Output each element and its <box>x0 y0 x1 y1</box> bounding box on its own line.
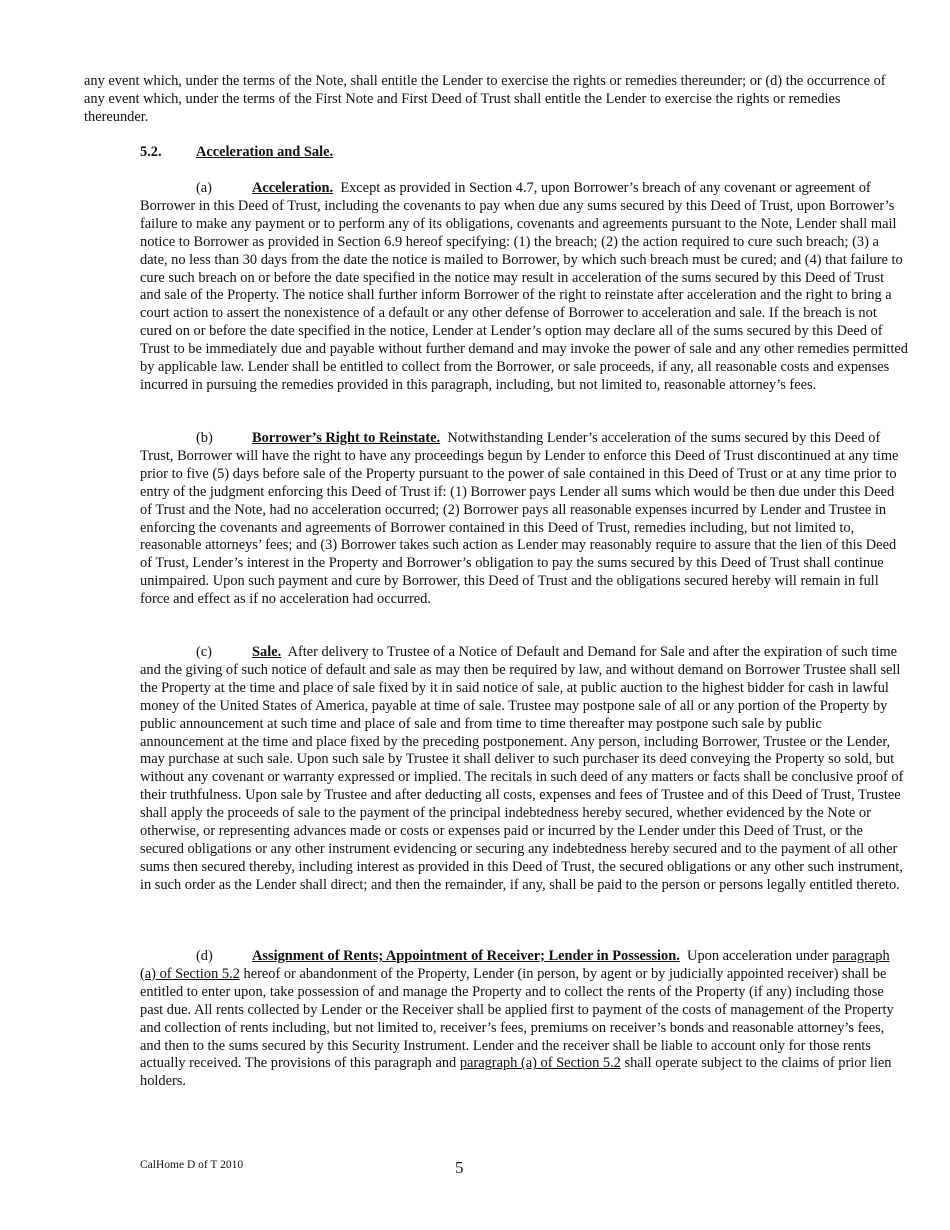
subsection-a-label: (a) <box>196 180 212 196</box>
subsection-d-text-1: Upon acceleration under <box>687 948 829 964</box>
subsection-a-title: Acceleration. <box>252 180 334 196</box>
subsection-d-text-3: shall operate subject to the claims of prior lien holders. <box>140 1055 892 1090</box>
subsection-a <box>140 180 908 395</box>
subsection-c-text: After delivery to Trustee of a Notice of Default and Demand for Sale and after the expiration of such time and the giving of such notice of default and sale as may then be required by law, and without demand on Borrower Trustee shall sell the Property at the time and place of sale fixed by it in said notice of sale, at public auction to the highest bidder for cash in lawful money of the United States of America, payable at time of sale. Trustee may postpone sale of all or any portion of the Property by public announcement at such time and place of sale and from time to time thereafter may postpone such sale by public announcement at the time and place fixed by the preceding postponement. Any person, including Borrower, Trustee or the Lender, may purchase at such sale. Upon such sale by Trustee it shall deliver to such purchaser its deed conveying the Property so sold, but without any covenant or warranty expressed or implied. The recitals in such deed of any matters or facts shall be conclusive proof of their truthfulness. Upon sale by Trustee and after deducting all costs, expenses and fees of Trustee and of this Deed of Trust, Trustee shall apply the proceeds of sale to the payment of the principal indebtedness hereby secured, whether evidenced by the Note or otherwise, or representing advances made or costs or expenses paid or incurred by the Lender under this Deed of Trust, or the secured obligations or any other instrument evidencing or securing any indebtedness hereby secured and to the payment of all other sums then secured thereby, including interest as provided in this Deed of Trust, the secured obligations or any other such instrument, in such order as the Lender shall direct; and then the remainder, if any, shall be paid to the person or persons legally entitled thereto. <box>140 644 904 893</box>
subsection-d-title: Assignment of Rents; Appointment of Receiver; Lender in Possession. <box>252 948 680 964</box>
subsection-c-label: (c) <box>196 644 212 660</box>
subsection-c-title: Sale. <box>252 644 282 660</box>
subsection-b-label: (b) <box>196 430 213 446</box>
subsection-b-text: Notwithstanding Lender’s acceleration of the sums secured by this Deed of Trust, Borrower will have the right to have any proceedings begun by Lender to enforce this Deed of Trust discontinued at any time prior to five (5) days before sale of the Property pursuant to the power of sale contained in this Deed of Trust or at any time prior to entry of the judgment enforcing this Deed of Trust if: (1) Borrower pays Lender all sums which would be then due under this Deed of Trust and the Note, had no acceleration occurred; (2) Borrower pays all reasonable expenses incurred by Lender and Trustee in enforcing the covenants and agreements of Borrower contained in this Deed of Trust, remedies including, but not limited to, reasonable attorneys’ fees; and (3) Borrower takes such action as Lender may reasonably require to assure that the lien of this Deed of Trust, Lender’s interest in the Property and Borrower’s obligation to pay the sums secured by this Deed of Trust shall continue unimpaired. Upon such payment and cure by Borrower, this Deed of Trust and the obligations secured hereby will remain in full force and effect as if no acceleration had occurred. <box>140 430 899 608</box>
section-heading <box>140 144 333 161</box>
footer-doc-id: CalHome D of T 2010 <box>140 1159 244 1171</box>
section-reference-link: paragraph (a) of Section 5.2 <box>459 1055 621 1072</box>
subsection-d-label: (d) <box>196 948 213 964</box>
subsection-d <box>140 948 908 1091</box>
section-reference-link: paragraph (a) of Section 5.2 <box>140 948 890 982</box>
subsection-c <box>140 644 908 895</box>
subsection-b-title: Borrower’s Right to Reinstate. <box>252 430 441 446</box>
page-number: 5 <box>455 1158 464 1177</box>
section-number: 5.2. <box>140 144 162 160</box>
intro-paragraph: any event which, under the terms of the Note, shall entitle the Lender to exercise the rights or remedies thereunder; or (d) the occurrence of any event which, under the terms of the First Note and First Deed of Trust shall entitle the Lender to exercise the rights or remedies thereunder. <box>84 73 886 125</box>
subsection-b <box>140 430 908 609</box>
subsection-a-text: Except as provided in Section 4.7, upon Borrower’s breach of any covenant or agreement of Borrower in this Deed of Trust, including the covenants to pay when due any sums secured by this Deed of Trust, upon Borrower’s failure to make any payment or to perform any of its obligations, covenants and agreements pursuant to the Note, Lender shall mail notice to Borrower as provided in Section 6.9 hereof specifying: (1) the breach; (2) the action required to cure such breach; (3) a date, no less than 30 days from the date the notice is mailed to Borrower, by which such breach must be cured; and (4) that failure to cure such breach on or before the date specified in the notice may result in acceleration of the sums secured by this Deed of Trust and sale of the Property. The notice shall further inform Borrower of the right to reinstate after acceleration and the right to bring a court action to assert the nonexistence of a default or any other defense of Borrower to acceleration and sale. If the breach is not cured on or before the date specified in the notice, Lender at Lender’s option may declare all of the sums secured by this Deed of Trust to be immediately due and payable without further demand and may invoke the power of sale and any other remedies permitted by applicable law. Lender shall be entitled to collect from the Borrower, or sale proceeds, if any, all reasonable costs and expenses incurred in pursuing the remedies provided in this paragraph, including, but not limited to, reasonable attorney’s fees. <box>140 180 908 393</box>
subsection-d-text-2: hereof or abandonment of the Property, Lender (in person, by agent or by judicially appointed receiver) shall be entitled to enter upon, take possession of and manage the Property and to collect the rents of the Property (if any) including those past due. All rents collected by Lender or the Receiver shall be applied first to payment of the costs of management of the Property and collection of rents including, but not limited to, receiver’s fees, premiums on receiver’s bonds and reasonable attorney’s fees, and then to the sums secured by this Security Instrument. Lender and the receiver shall be liable to account only for those rents actually received. The provisions of this paragraph and <box>140 965 894 1072</box>
section-title: Acceleration and Sale. <box>196 144 334 160</box>
